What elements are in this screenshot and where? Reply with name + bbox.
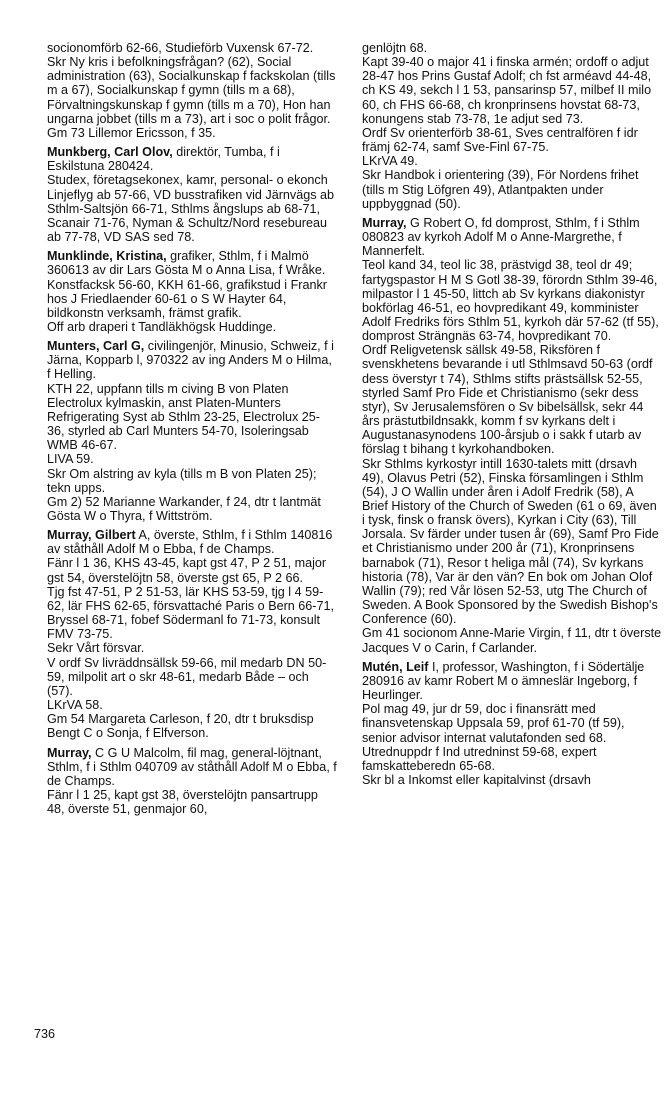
entry-header-text: I, professor, Washington, f i Södertälje 280916 av kamr Robert M o ämneslär Ingeborg, f Heurlinger. bbox=[362, 659, 645, 703]
person-name: Murray, bbox=[362, 215, 407, 230]
entry-paragraph: Konstfacksk 56-60, KKH 61-66, grafikstud i Frankr hos J Friedlaender 60-61 o S W Hayter 64, bildkonstn verksamh, främst grafik. bbox=[47, 277, 327, 320]
biography-entry bbox=[362, 216, 662, 655]
person-name: Mutén, Leif bbox=[362, 659, 429, 674]
entry-paragraph: Skr Sthlms kyrkostyr intill 1630-talets mitt (drsavh 49), Olavus Petri (52), Finska församlingen i Sthlm (54), J O Wallin under åren i Adolf Fredrik (58), A Brief History of the Church of Sweden (61 o 69, även i tysk, finsk o fransk övers), Kyrkan i City (63), Till Jorsala. Sv färder under tusen år (69), Samf Pro Fide et Christianismo under 200 år (71), Kronprinsens barnabok (71), Resor t heliga mål (74), Sv kyrkans historia (78), Var är den vän? En bok om Johan Olof Wallin (79); red Vår lösen 52-53, utg The Church of Sweden. A Book Sponsored by the Swedish Bishop's Conference (60). bbox=[362, 456, 659, 627]
entry-paragraph: Kapt 39-40 o major 41 i finska armén; ordoff o adjut 28-47 hos Prins Gustaf Adolf; ch fst arméavd 44-48, ch KS 49, sekch l 1 53, pansarinsp 57, milbef II milo 60, ch FHS 66-68, ch kronprinsens hovstat 68-73, konungens stab 73-78, 1e adjut sed 73. bbox=[362, 55, 652, 126]
entry-header-text: A, överste, Sthlm, f i Sthlm 140816 av ståthåll Adolf M o Ebba, f de Champs. bbox=[47, 528, 333, 557]
entry-paragraph: genlöjtn 68. bbox=[362, 41, 428, 55]
person-name: Murray, Gilbert bbox=[47, 528, 136, 543]
entry-paragraph: KTH 22, uppfann tills m civing B von Platen Electrolux kylmaskin, anst Platen-Munters Refrigerating Syst ab Sthlm 23-25, Electrolux 25-36, styrled ab Carl Munters 54-70, Isoleringsab WMB 46-67. bbox=[47, 381, 320, 453]
person-name: Munters, Carl G, bbox=[47, 339, 145, 354]
entry-paragraph: V ordf Sv livräddnsällsk 59-66, mil medarb DN 50-59, milpolit art o skr 48-61, medarb Både – och (57). bbox=[47, 655, 327, 698]
entry-header-text: direktör, Tumba, f i Eskilstuna 280424. bbox=[47, 145, 280, 174]
page-number: 736 bbox=[34, 1027, 56, 1041]
entry-paragraph: Ordf Sv orienterförb 38-61, Sves centralfören f idr främj 62-74, samf Sve-Finl 67-75. bbox=[362, 125, 638, 155]
entry-header-text: grafiker, Sthlm, f i Malmö 360613 av dir Lars Gösta M o Anna Lisa, f Wråke. bbox=[47, 249, 326, 278]
entry-header-text: G Robert O, fd domprost, Sthlm, f i Sthlm 080823 av kyrkoh Adolf M o Anne-Margrethe, f Mannerfelt. bbox=[362, 215, 640, 259]
biography-entry bbox=[47, 746, 337, 817]
right-column bbox=[362, 41, 662, 792]
entry-header bbox=[47, 145, 337, 173]
entry-header bbox=[47, 746, 337, 788]
entry-paragraph: Gm 54 Margareta Carleson, f 20, dtr t bruksdisp Bengt C o Sonja, f Elfverson. bbox=[47, 712, 314, 741]
entry-paragraph: Tjg fst 47-51, P 2 51-53, lär KHS 53-59, tjg l 4 59-62, lär FHS 62-65, försvattaché Paris o Bern 66-71, Bryssel 68-71, fobef Södermanl fo 71-73, konsult FMV 73-75. bbox=[47, 584, 334, 642]
entry-header bbox=[47, 339, 337, 381]
biography-entry bbox=[47, 41, 337, 140]
entry-header-text: civilingenjör, Minusio, Schweiz, f i Järna, Kopparb l, 970322 av ing Anders M o Hilma, f Helling. bbox=[47, 339, 334, 382]
entry-paragraph: LIVA 59. bbox=[47, 452, 94, 467]
entry-paragraph: Fänr l 1 36, KHS 43-45, kapt gst 47, P 2 51, major gst 54, överstelöjtn 58, överste gst 65, P 2 66. bbox=[47, 556, 327, 585]
biography-entry bbox=[47, 249, 337, 334]
person-name: Munklinde, Kristina, bbox=[47, 249, 167, 264]
entry-header bbox=[47, 528, 337, 556]
entry-paragraph: Studex, företagsekonex, kamr, personal- o ekonch Linjeflyg ab 57-66, VD busstrafiken vid Järnvägs ab Sthlm-Saltsjön 66-71, Sthlms ångslups ab 68-71, Scanair 71-76, Nyman & Schultz/Nord resebureau ab 77-78, VD SAS sed 78. bbox=[47, 173, 335, 245]
person-name: Munkberg, Carl Olov, bbox=[47, 145, 173, 160]
entry-paragraph: Ordf Religvetensk sällsk 49-58, Riksfören f svenskhetens bevarande i utl Sthlmsavd 50-63 (ordf dess överstyr t 74), Sthlms stifts prästsällsk 52-55, styrled Samf Pro Fide et Christianismo (sekr dess styr), Sv Jerusalemsfören o Sv bibelsällsk, sekr 44 års prästutbildnsakk, komm f sv kyrkans delt i Augustanasynodens 100-årsjub o i sakk f utarb av förslag t bihang t kyrkohandboken. bbox=[362, 343, 653, 457]
entry-paragraph: Utrednuppdr f Ind utredninst 59-68, expert famskatteberedn 65-68. bbox=[362, 744, 597, 773]
entry-paragraph: Skr Handbok i orientering (39), För Nordens frihet (tills m Stig Löfgren 49), Atlantpakten under uppbyggnad (50). bbox=[362, 168, 639, 211]
entry-header bbox=[47, 249, 337, 277]
entry-paragraph: Skr Ny kris i befolkningsfrågan? (62), Social administration (63), Socialkunskap f fackskolan (tills m a 67), Socialkunskap f gymn (tills m a 68), Förvaltningskunskap f gymn (tills m a 70), Hon han ungarna jobbet (tills m a 73), art i soc o polit frågor. Gm 73 Lillemor Ericsson, f 35. bbox=[47, 55, 336, 140]
entry-header-text: C G U Malcolm, fil mag, general-löjtnant, Sthlm, f i Sthlm 040709 av ståthåll Adolf M o Ebba, f de Champs. bbox=[47, 745, 337, 788]
entry-paragraph: Gm 41 socionom Anne-Marie Virgin, f 11, dtr t överste Jacques V o Carin, f Carlander. bbox=[362, 626, 662, 655]
entry-paragraph: LKrVA 49. bbox=[362, 154, 418, 169]
entry-paragraph: LKrVA 58. bbox=[47, 698, 103, 713]
entry-paragraph: Off arb draperi t Tandläkhögsk Huddinge. bbox=[47, 319, 277, 334]
entry-paragraph: Skr Om alstring av kyla (tills m B von Platen 25); tekn upps. bbox=[47, 466, 317, 495]
entry-paragraph: Skr bl a Inkomst eller kapitalvinst (drsavh bbox=[362, 772, 591, 787]
left-column bbox=[47, 41, 337, 821]
entry-header bbox=[362, 216, 662, 258]
entry-paragraph: Pol mag 49, jur dr 59, doc i finansrätt med finansvetenskap Uppsala 59, prof 61-70 (tf 59), senior advisor internat valutafonden sed 68. bbox=[362, 702, 625, 745]
entry-paragraph: Gm 2) 52 Marianne Warkander, f 24, dtr t lantmät Gösta W o Thyra, f Wittström. bbox=[47, 494, 321, 523]
entry-paragraph: Teol kand 34, teol lic 38, prästvigd 38, teol dr 49; fartygspastor H M S Gotl 38-39, förordn Sthlm 39-46, milpastor l 1 45-50, littch ab Sv kyrkans diakonistyr bokförlag 46-51, eo hovpredikant 49, komminister Adolf Fredriks förs Sthlm 51, kyrkoh där 57-62 (tf 55), domprost Strängnäs 63-74, hovpredikant 70. bbox=[362, 258, 659, 344]
biography-entry bbox=[47, 145, 337, 244]
entry-paragraph: socionomförb 62-66, Studieförb Vuxensk 67-72. bbox=[47, 41, 314, 55]
person-name: Murray, bbox=[47, 745, 92, 760]
biography-entry bbox=[362, 660, 662, 787]
entry-paragraph: Sekr Vårt försvar. bbox=[47, 641, 145, 656]
biography-entry bbox=[362, 41, 662, 211]
biography-entry bbox=[47, 339, 337, 523]
biography-entry bbox=[47, 528, 337, 740]
entry-header bbox=[362, 660, 662, 702]
entry-paragraph: Fänr l 1 25, kapt gst 38, överstelöjtn pansartrupp 48, överste 51, genmajor 60, bbox=[47, 787, 318, 817]
